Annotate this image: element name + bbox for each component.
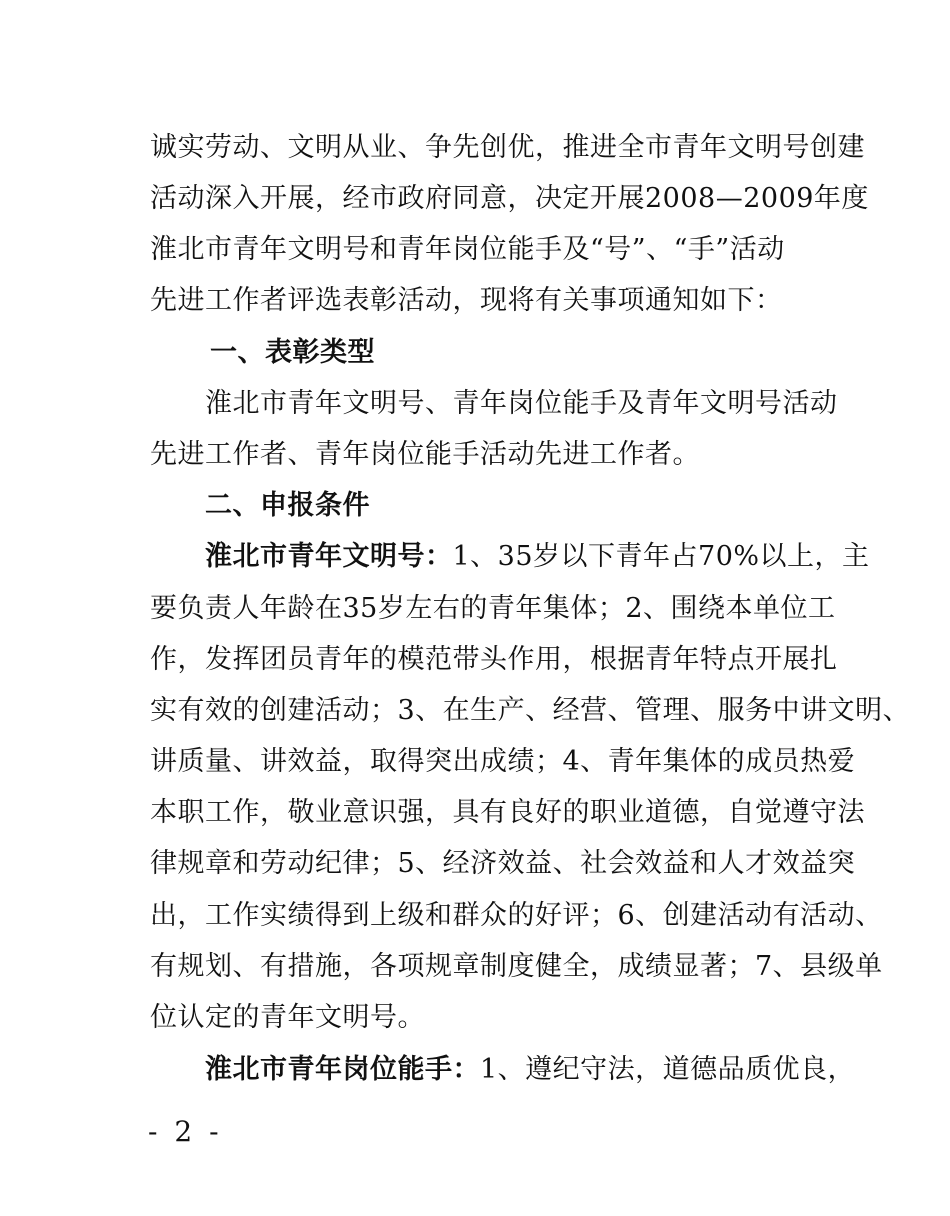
- paragraph-line: 淮北市青年文明号和青年岗位能手及“号”、“手”活动: [150, 234, 785, 265]
- criteria-label: 淮北市青年文明号：: [205, 541, 453, 572]
- paragraph-line: 先进工作者、青年岗位能手活动先进工作者。: [150, 439, 700, 470]
- page-number: - 2 -: [148, 1115, 223, 1148]
- paragraph-line: 先进工作者评选表彰活动，现将有关事项通知如下：: [150, 285, 783, 316]
- paragraph-line: 作，发挥团员青年的模范带头作用，根据青年特点开展扎: [150, 644, 838, 675]
- section-heading-2: 二、申报条件: [205, 490, 370, 521]
- paragraph-line: 活动深入开展，经市政府同意，决定开展2008—2009年度: [150, 183, 869, 214]
- paragraph-line: 出，工作实绩得到上级和群众的好评；6、创建活动有活动、: [150, 900, 883, 931]
- paragraph-line: 要负责人年龄在35岁左右的青年集体；2、围绕本单位工: [150, 593, 836, 624]
- paragraph-line: [205, 537, 870, 577]
- paragraph-line: 律规章和劳动纪律；5、经济效益、社会效益和人才效益突: [150, 848, 856, 879]
- paragraph-line: 淮北市青年文明号、青年岗位能手及青年文明号活动: [205, 388, 838, 419]
- criteria-text: 1、35岁以下青年占70%以上，主: [452, 541, 870, 572]
- paragraph-line: 诚实劳动、文明从业、争先创优，推进全市青年文明号创建: [150, 132, 865, 163]
- paragraph-line: 实有效的创建活动；3、在生产、经营、管理、服务中讲文明、: [150, 695, 911, 726]
- paragraph-line: [205, 1050, 856, 1090]
- criteria-label: 淮北市青年岗位能手：: [205, 1054, 480, 1085]
- paragraph-line: 有规划、有措施，各项规章制度健全，成绩显著；7、县级单: [150, 951, 883, 982]
- criteria-text: 1、遵纪守法，道德品质优良，: [480, 1054, 856, 1085]
- paragraph-line: 本职工作，敬业意识强，具有良好的职业道德，自觉遵守法: [150, 797, 865, 828]
- paragraph-line: 位认定的青年文明号。: [150, 1002, 425, 1033]
- section-heading-1: 一、表彰类型: [210, 337, 375, 368]
- paragraph-line: 讲质量、讲效益，取得突出成绩；4、青年集体的成员热爱: [150, 746, 856, 777]
